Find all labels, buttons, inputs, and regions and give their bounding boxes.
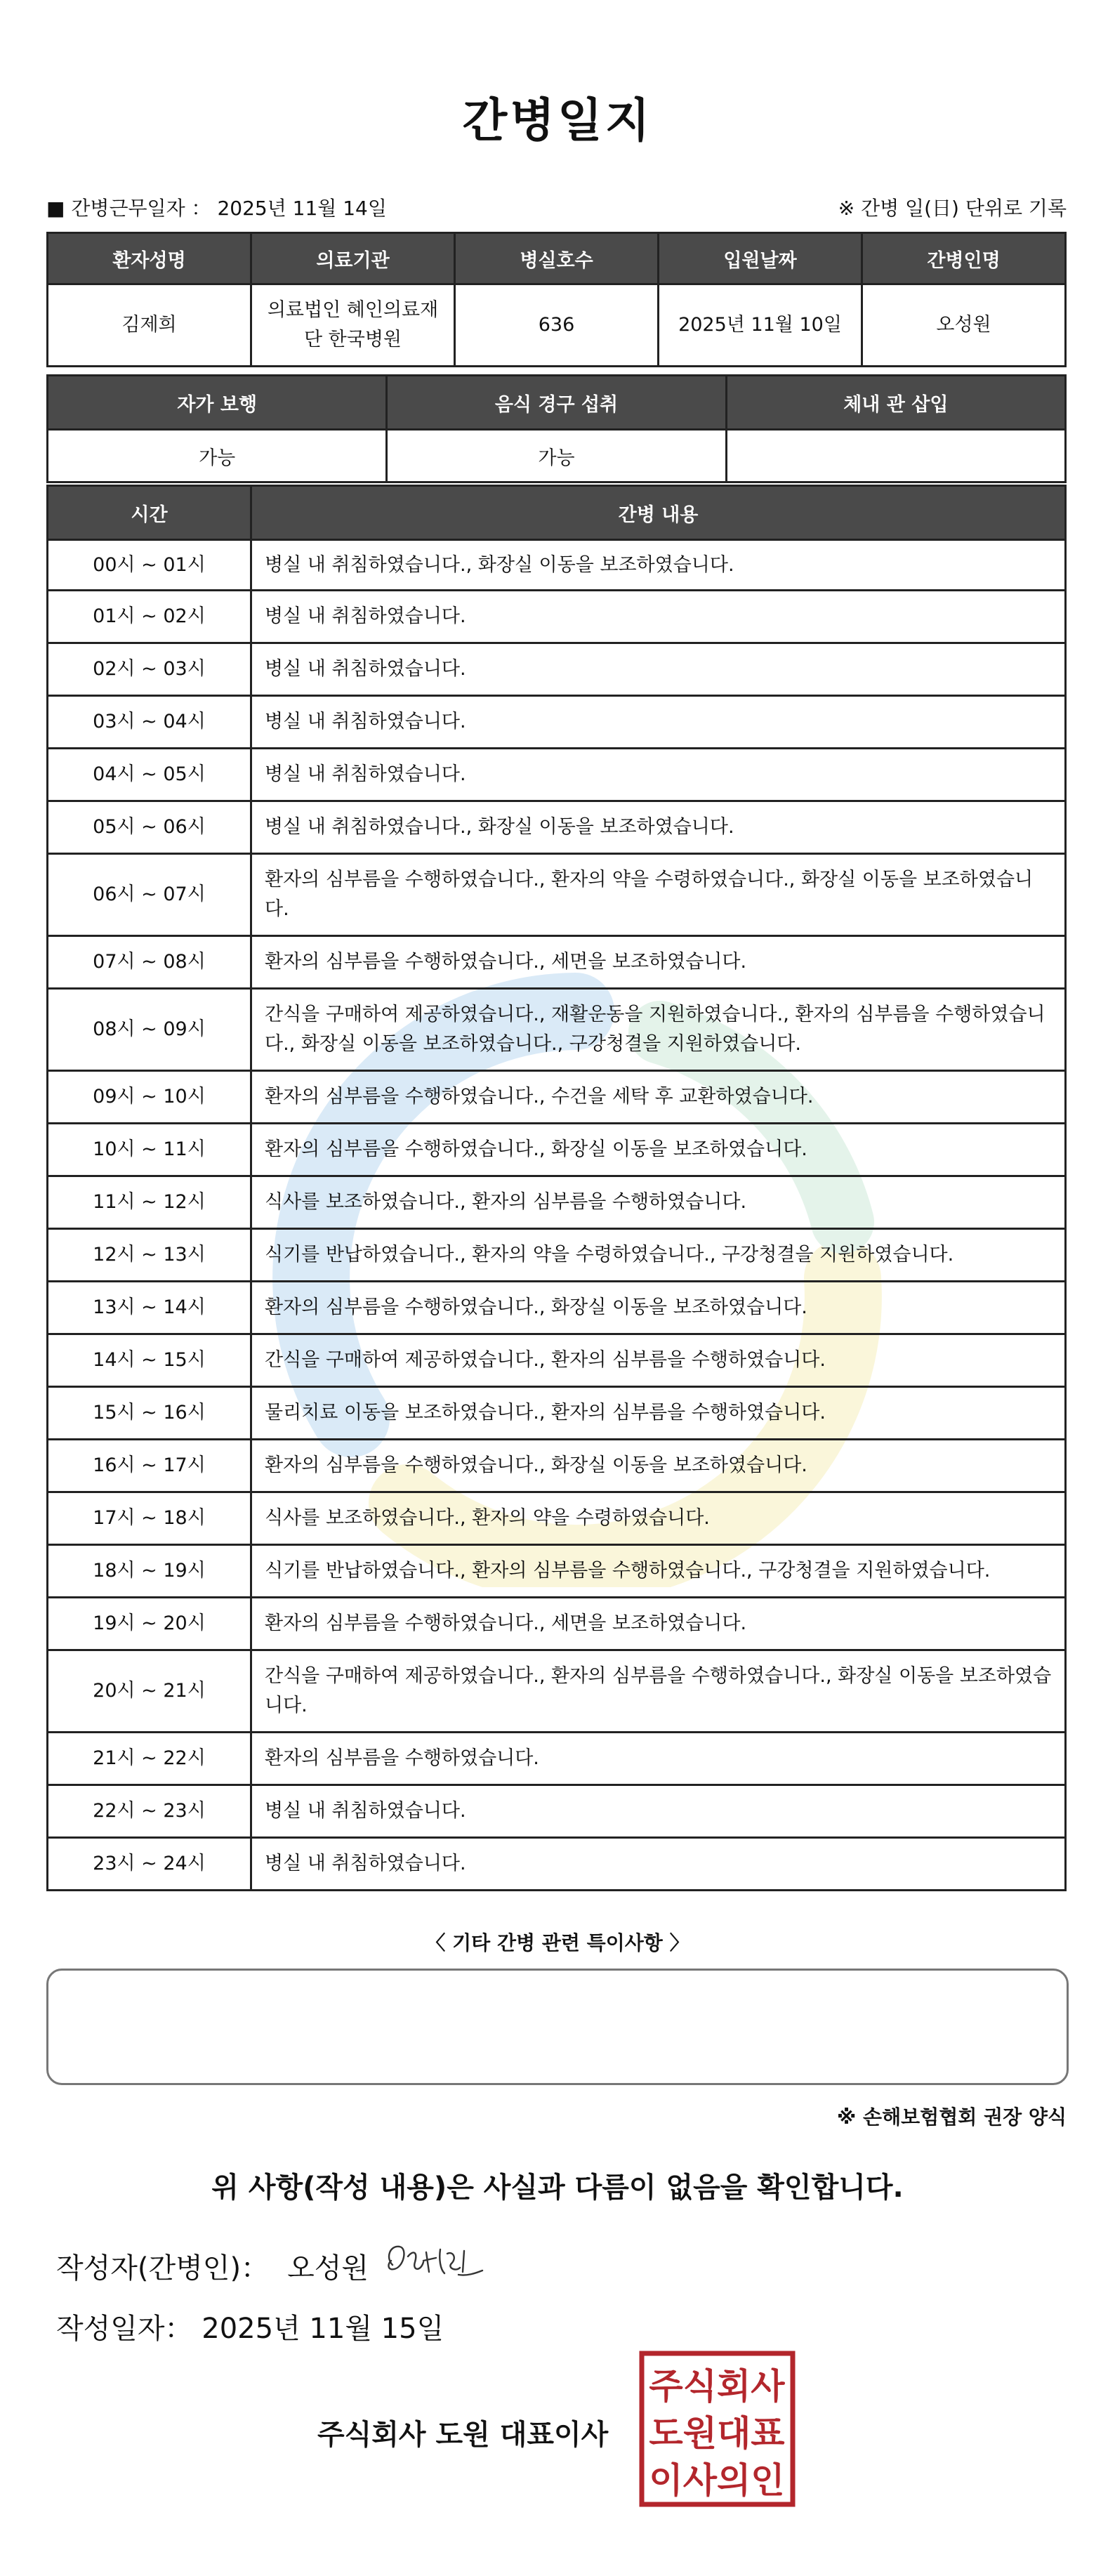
table-row xyxy=(48,643,1066,696)
table-row xyxy=(48,989,1066,1071)
writer-line xyxy=(56,2246,369,2286)
table-row xyxy=(48,1124,1066,1176)
log-content: 식사를 보조하였습니다., 환자의 심부름을 수행하였습니다. xyxy=(251,1176,1066,1229)
table-row xyxy=(48,749,1066,801)
table-row xyxy=(48,854,1066,936)
table-row xyxy=(48,1598,1066,1650)
log-content: 병실 내 취침하였습니다. xyxy=(251,1785,1066,1838)
table-row xyxy=(48,1545,1066,1598)
table-row xyxy=(48,1492,1066,1545)
table-row xyxy=(48,1838,1066,1891)
table-row xyxy=(48,696,1066,749)
work-date: ■ 간병근무일자 ： 2025년 11월 14일 xyxy=(46,197,387,220)
header-room: 병실호수 xyxy=(455,233,659,284)
log-time: 08시 ~ 09시 xyxy=(48,989,251,1071)
record-unit-note: ※ 간병 일(日) 단위로 기록 xyxy=(838,197,1067,220)
log-content: 환자의 심부름을 수행하였습니다., 환자의 약을 수령하였습니다., 화장실 이동을 보조하였습니다. xyxy=(251,854,1066,936)
log-content: 식기를 반납하였습니다., 환자의 약을 수령하였습니다., 구강청결을 지원하였습니다. xyxy=(251,1229,1066,1282)
caregiver-name: 오성원 xyxy=(862,284,1066,367)
date-label: 작성일자： xyxy=(56,2313,193,2345)
log-content: 병실 내 취침하였습니다. xyxy=(251,591,1066,643)
log-content: 식기를 반납하였습니다., 환자의 심부름을 수행하였습니다., 구강청결을 지원하였습니다. xyxy=(251,1545,1066,1598)
date-line xyxy=(56,2306,444,2346)
table-row xyxy=(48,591,1066,643)
log-time: 01시 ~ 02시 xyxy=(48,591,251,643)
log-time: 04시 ~ 05시 xyxy=(48,749,251,801)
table-row xyxy=(48,1282,1066,1334)
log-content: 환자의 심부름을 수행하였습니다., 세면을 보조하였습니다. xyxy=(251,1598,1066,1650)
table-row xyxy=(48,1071,1066,1124)
log-content: 병실 내 취침하였습니다., 화장실 이동을 보조하였습니다. xyxy=(251,540,1066,591)
care-log-table xyxy=(46,485,1067,1891)
log-time: 22시 ~ 23시 xyxy=(48,1785,251,1838)
log-content: 환자의 심부름을 수행하였습니다. xyxy=(251,1733,1066,1785)
patient-name: 김제희 xyxy=(48,284,251,367)
hospital-name xyxy=(251,284,455,367)
self-walking-value: 가능 xyxy=(48,430,387,482)
hospital-name-line1: 의료법인 혜인의료재 xyxy=(267,299,439,321)
log-content: 간식을 구매하여 제공하였습니다., 환자의 심부름을 수행하였습니다. xyxy=(251,1334,1066,1387)
header-time: 시간 xyxy=(48,486,251,540)
oral-intake-value: 가능 xyxy=(387,430,726,482)
log-content: 간식을 구매하여 제공하였습니다., 재활운동을 지원하였습니다., 환자의 심부름을 수행하였습니다., 화장실 이동을 보조하였습니다., 구강청결을 지원하였습니다. xyxy=(251,989,1066,1071)
room-number: 636 xyxy=(455,284,659,367)
log-content: 환자의 심부름을 수행하였습니다., 화장실 이동을 보조하였습니다. xyxy=(251,1440,1066,1492)
svg-text:도원대표: 도원대표 xyxy=(649,2413,785,2454)
log-content: 환자의 심부름을 수행하였습니다., 수건을 세탁 후 교환하였습니다. xyxy=(251,1071,1066,1124)
patient-ability-table xyxy=(46,374,1067,483)
notes-title: 〈 기타 간병 관련 특이사항 〉 xyxy=(425,1931,690,1954)
table-row xyxy=(48,1440,1066,1492)
log-content: 환자의 심부름을 수행하였습니다., 세면을 보조하였습니다. xyxy=(251,936,1066,989)
admission-date: 2025년 11월 10일 xyxy=(659,284,862,367)
tube-insertion-value xyxy=(726,430,1065,482)
table-row xyxy=(48,936,1066,989)
hospital-name-line2: 단 한국병원 xyxy=(304,329,402,350)
log-time: 02시 ~ 03시 xyxy=(48,643,251,696)
header-self-walking: 자가 보행 xyxy=(48,376,387,430)
log-time: 05시 ~ 06시 xyxy=(48,801,251,854)
log-time: 12시 ~ 13시 xyxy=(48,1229,251,1282)
writer-name: 오성원 xyxy=(287,2252,369,2285)
log-content: 간식을 구매하여 제공하였습니다., 환자의 심부름을 수행하였습니다., 화장실 이동을 보조하였습니다. xyxy=(251,1650,1066,1733)
company-seal-stamp xyxy=(639,2351,796,2507)
log-time: 09시 ~ 10시 xyxy=(48,1071,251,1124)
date-value: 2025년 11월 15일 xyxy=(202,2313,444,2345)
table-row xyxy=(48,1176,1066,1229)
patient-info-table xyxy=(46,232,1067,367)
log-time: 06시 ~ 07시 xyxy=(48,854,251,936)
header-hospital: 의료기관 xyxy=(251,233,455,284)
log-content: 병실 내 취침하였습니다., 화장실 이동을 보조하였습니다. xyxy=(251,801,1066,854)
company-name: 주식회사 도원 대표이사 xyxy=(317,2419,609,2451)
table-row xyxy=(48,1387,1066,1440)
confirm-statement: 위 사항(작성 내용)은 사실과 다름이 없음을 확인합니다. xyxy=(211,2171,904,2204)
log-time: 03시 ~ 04시 xyxy=(48,696,251,749)
header-caregiver: 간병인명 xyxy=(862,233,1066,284)
header-admission-date: 입원날짜 xyxy=(659,233,862,284)
table-row xyxy=(48,1650,1066,1733)
log-time: 00시 ~ 01시 xyxy=(48,540,251,591)
header-care-content: 간병 내용 xyxy=(251,486,1066,540)
header-patient-name: 환자성명 xyxy=(48,233,251,284)
log-content: 병실 내 취침하였습니다. xyxy=(251,1838,1066,1891)
log-content: 물리치료 이동을 보조하였습니다., 환자의 심부름을 수행하였습니다. xyxy=(251,1387,1066,1440)
log-time: 13시 ~ 14시 xyxy=(48,1282,251,1334)
log-time: 21시 ~ 22시 xyxy=(48,1733,251,1785)
log-time: 11시 ~ 12시 xyxy=(48,1176,251,1229)
table-row xyxy=(48,1229,1066,1282)
log-content: 병실 내 취침하였습니다. xyxy=(251,749,1066,801)
log-content: 환자의 심부름을 수행하였습니다., 화장실 이동을 보조하였습니다. xyxy=(251,1282,1066,1334)
svg-text:주식회사: 주식회사 xyxy=(649,2366,785,2407)
table-row xyxy=(48,1785,1066,1838)
log-content: 병실 내 취침하였습니다. xyxy=(251,643,1066,696)
notes-box xyxy=(46,1969,1069,2085)
log-time: 18시 ~ 19시 xyxy=(48,1545,251,1598)
table-row xyxy=(48,801,1066,854)
insurer-note: ※ 손해보험협회 권장 양식 xyxy=(837,2105,1067,2129)
log-time: 16시 ~ 17시 xyxy=(48,1440,251,1492)
page-title: 간병일지 xyxy=(462,93,653,147)
log-time: 19시 ~ 20시 xyxy=(48,1598,251,1650)
header-tube-insertion: 체내 관 삽입 xyxy=(726,376,1065,430)
log-time: 07시 ~ 08시 xyxy=(48,936,251,989)
log-content: 병실 내 취침하였습니다. xyxy=(251,696,1066,749)
log-time: 20시 ~ 21시 xyxy=(48,1650,251,1733)
table-row xyxy=(48,1334,1066,1387)
log-content: 식사를 보조하였습니다., 환자의 약을 수령하였습니다. xyxy=(251,1492,1066,1545)
signature-image xyxy=(380,2237,492,2286)
log-time: 17시 ~ 18시 xyxy=(48,1492,251,1545)
table-row xyxy=(48,1733,1066,1785)
svg-text:이사의인: 이사의인 xyxy=(649,2460,785,2501)
log-time: 15시 ~ 16시 xyxy=(48,1387,251,1440)
log-time: 10시 ~ 11시 xyxy=(48,1124,251,1176)
log-content: 환자의 심부름을 수행하였습니다., 화장실 이동을 보조하였습니다. xyxy=(251,1124,1066,1176)
header-oral-intake: 음식 경구 섭취 xyxy=(387,376,726,430)
log-time: 14시 ~ 15시 xyxy=(48,1334,251,1387)
table-row xyxy=(48,540,1066,591)
log-time: 23시 ~ 24시 xyxy=(48,1838,251,1891)
writer-label: 작성자(간병인)： xyxy=(56,2252,270,2285)
